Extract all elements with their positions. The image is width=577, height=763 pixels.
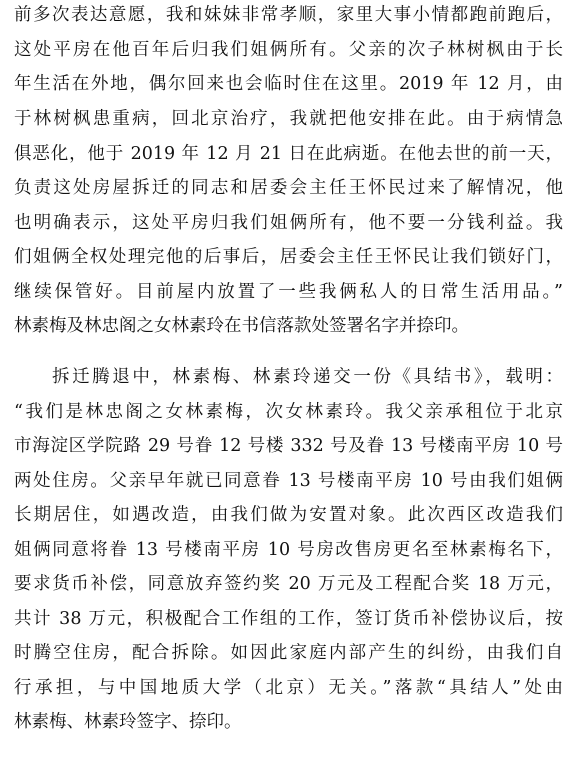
text-line: 长期居住，如遇改造，由我们做为安置对象。此次西区改造我们	[14, 505, 563, 525]
text-line-paragraph-start: 拆迁腾退中，林素梅、林素玲递交一份《具结书》，载明：	[52, 367, 563, 387]
text-line: 姐俩同意将眷 13 号楼南平房 10 号房改售房更名至林素梅名下，	[14, 540, 563, 560]
text-line: 继续保管好。目前屋内放置了一些我俩私人的日常生活用品。”	[14, 282, 563, 302]
text-line: 共计 38 万元，积极配合工作组的工作，签订货币补偿协议后，按	[14, 609, 563, 629]
text-line: 负责这处房屋拆迁的同志和居委会主任王怀民过来了解情况，他	[14, 178, 563, 198]
text-line: 年生活在外地，偶尔回来也会临时住在这里。2019 年 12 月，由	[14, 74, 563, 94]
text-line: 也明确表示，这处平房归我们姐俩所有，他不要一分钱利益。我	[14, 213, 563, 233]
text-line: 这处平房在他百年后归我们姐俩所有。父亲的次子林树枫由于长	[14, 40, 563, 60]
text-line: 前多次表达意愿，我和妹妹非常孝顺，家里大事小情都跑前跑后，	[14, 5, 563, 25]
text-line: 要求货币补偿，同意放弃签约奖 20 万元及工程配合奖 18 万元，	[14, 574, 563, 594]
text-line: 市海淀区学院路 29 号眷 12 号楼 332 号及眷 13 号楼南平房 10 号	[14, 436, 563, 456]
text-line: 俱恶化，他于 2019 年 12 月 21 日在此病逝。在他去世的前一天，	[14, 144, 563, 164]
text-line: 于林树枫患重病，回北京治疗，我就把他安排在此。由于病情急	[14, 109, 563, 129]
text-line: 们姐俩全权处理完他的后事后，居委会主任王怀民让我们锁好门，	[14, 247, 563, 267]
text-line: 行承担，与中国地质大学（北京）无关。”落款“具结人”处由	[14, 678, 563, 698]
text-line: 林素梅、林素玲签字、捺印。	[14, 712, 242, 732]
text-line: 时腾空住房，配合拆除。如因此家庭内部产生的纠纷，由我们自	[14, 643, 563, 663]
text-line: 两处住房。父亲早年就已同意眷 13 号楼南平房 10 号由我们姐俩	[14, 471, 563, 491]
text-line: 林素梅及林忠阁之女林素玲在书信落款处签署名字并捺印。	[14, 316, 469, 336]
text-line: “我们是林忠阁之女林素梅，次女林素玲。我父亲承租位于北京	[14, 402, 563, 422]
